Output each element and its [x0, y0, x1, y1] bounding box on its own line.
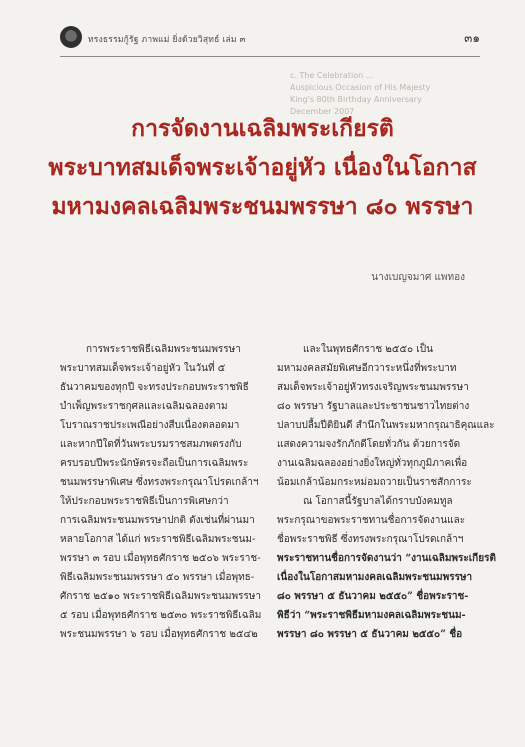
paragraph-line: ณ โอกาสนี้รัฐบาลได้กราบบังคมทูล	[303, 496, 453, 507]
paragraph-line: มหามงคลสมัยพิเศษอีกวาระหนึ่งที่พระบาท	[277, 363, 457, 374]
show-through-line: December 2007	[290, 107, 355, 116]
page-header	[60, 26, 480, 52]
paragraph-line: พระชนมพรรษา ๖ รอบ เมื่อพุทธศักราช ๒๕๔๒	[60, 629, 258, 640]
paragraph-line: และในพุทธศักราช ๒๕๕๐ เป็น	[303, 344, 433, 355]
paragraph-line: แสดงความจงรักภักดีโดยทั่วกัน ด้วยการจัด	[277, 439, 461, 450]
paragraph-line: สมเด็จพระเจ้าอยู่หัวทรงเจริญพระชนมพรรษา	[277, 382, 469, 393]
paragraph-line: ๘๐ พรรษา ๕ ธันวาคม ๒๕๕๐” ชื่อพระราช-	[277, 591, 469, 602]
paragraph-line: ศักราช ๒๕๑๐ พระราชพิธีเฉลิมพระชนมพรรษา	[60, 591, 261, 602]
paragraph-line: ครบรอบปีพระนักษัตรจะถือเป็นการเฉลิมพระ	[60, 458, 249, 469]
paragraph-line: ๘๐ พรรษา รัฐบาลและประชาชนชาวไทยต่าง	[277, 401, 470, 412]
title-line-2: พระบาทสมเด็จพระเจ้าอยู่หัว เนื่องในโอกาส	[48, 155, 477, 181]
seal-emblem-icon	[60, 26, 82, 48]
left-column	[60, 340, 262, 644]
paragraph-line: พระบาทสมเด็จพระเจ้าอยู่หัว ในวันที่ ๕	[60, 363, 226, 374]
paragraph-line: พรรษา ๓ รอบ เมื่อพุทธศักราช ๒๕๐๖ พระราช-	[60, 553, 261, 564]
paragraph-line: โบราณราชประเพณีอย่างสืบเนื่องตลอดมา	[60, 420, 240, 431]
header-rule	[60, 56, 480, 57]
paragraph-line: พระราชทานชื่อการจัดงานว่า “งานเฉลิมพระเกียรติ	[277, 553, 496, 564]
show-through-line: King's 80th Birthday Anniversary	[290, 95, 422, 104]
paragraph-line: และหากปีใดที่วันพระบรมราชสมภพตรงกับ	[60, 439, 242, 450]
show-through-line: Auspicious Occasion of His Majesty	[290, 83, 431, 92]
running-title: ทรงธรรมกู้รัฐ ภาพแม่ ยิ่งด้วยวิสุทธ์ เล่ม ๓	[88, 35, 246, 45]
paragraph-line: การพระราชพิธีเฉลิมพระชนมพรรษา	[86, 344, 241, 355]
paragraph-line: เนื่องในโอกาสมหามงคลเฉลิมพระชนมพรรษา	[277, 572, 473, 583]
paragraph-line: หลายโอกาส ได้แก่ พระราชพิธีเฉลิมพระชนม-	[60, 534, 256, 545]
paragraph-line: การเฉลิมพระชนมพรรษาปกติ ดังเช่นที่ผ่านมา	[60, 515, 255, 526]
paragraph-line: บำเพ็ญพระราชกุศลและเฉลิมฉลองตาม	[60, 401, 228, 412]
paragraph-line: ๕ รอบ เมื่อพุทธศักราช ๒๕๓๐ พระราชพิธีเฉลิม	[60, 610, 262, 621]
paragraph-line: พระกรุณาขอพระราชทานชื่อการจัดงานและ	[277, 515, 466, 526]
title-line-1: การจัดงานเฉลิมพระเกียรติ	[131, 116, 394, 142]
article-title	[0, 110, 525, 227]
paragraph-line: น้อมเกล้าน้อมกระหม่อมถวายเป็นราชสักการะ	[277, 477, 472, 488]
paragraph-line: งานเฉลิมฉลองอย่างยิ่งใหญ่ทั่วทุกภูมิภาคเพื่อ	[277, 458, 468, 469]
paragraph-line: พรรษา ๘๐ พรรษา ๕ ธันวาคม ๒๕๕๐” ชื่อ	[277, 629, 463, 640]
page-number: ๓๑	[464, 31, 480, 45]
paragraph-line: ปลาบปลื้มปีติยินดี สำนึกในพระมหากรุณาธิคุณและ	[277, 420, 495, 431]
paragraph-line: ชื่อพระราชพิธี ซึ่งทรงพระกรุณาโปรดเกล้าฯ	[277, 534, 464, 545]
paragraph-line: ชนมพรรษาพิเศษ ซึ่งทรงพระกรุณาโปรดเกล้าฯ	[60, 477, 259, 488]
paragraph-line: พิธีเฉลิมพระชนมพรรษา ๕๐ พรรษา เมื่อพุทธ-	[60, 572, 255, 583]
title-line-3: มหามงคลเฉลิมพระชนมพรรษา ๘๐ พรรษา	[51, 194, 474, 220]
paragraph-line: ให้ประกอบพระราชพิธีเป็นการพิเศษกว่า	[60, 496, 229, 507]
author-byline: นางเบญจมาศ แพทอง	[371, 272, 465, 283]
show-through-line: c. The Celebration ...	[290, 71, 374, 80]
paragraph-line: ธันวาคมของทุกปี จะทรงประกอบพระราชพิธี	[60, 382, 249, 393]
paragraph-line: พิธีว่า “พระราชพิธีมหามงคลเฉลิมพระชนม-	[277, 610, 466, 621]
right-column	[277, 340, 496, 644]
